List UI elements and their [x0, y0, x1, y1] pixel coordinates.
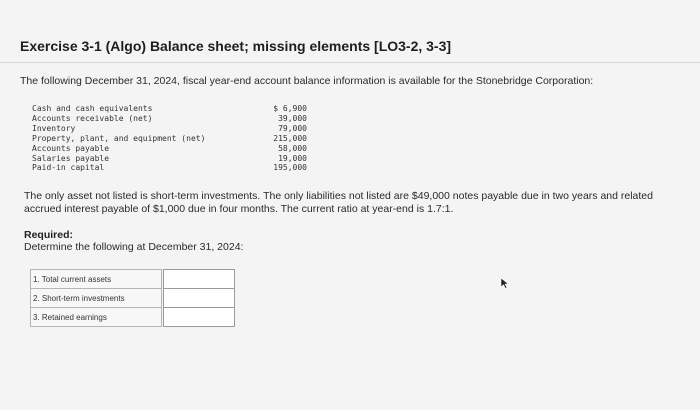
account-row	[32, 124, 307, 134]
answer-row	[31, 308, 235, 327]
account-name: Paid-in capital	[32, 163, 105, 173]
problem-paragraph: The only asset not listed is short-term investments. The only liabilities not listed are $49,000 notes payable due in two years and related accrued interest payable of $1,000 due in four months. The current ratio at year-end is 1.7:1.	[24, 190, 653, 215]
intro-text: The following December 31, 2024, fiscal year-end account balance information is available for the Stonebridge Corporation:	[20, 75, 594, 87]
answer-label-total-current-assets: 1. Total current assets	[31, 270, 162, 289]
account-name: Cash and cash equivalents	[32, 104, 153, 113]
answer-table	[30, 269, 235, 327]
account-name: Accounts receivable (net)	[32, 113, 153, 123]
answer-cell	[164, 308, 235, 327]
page-title: Exercise 3-1 (Algo) Balance sheet; missing elements [LO3-2, 3-3]	[20, 38, 452, 54]
answer-cell	[164, 270, 235, 289]
account-amount: 58,000	[278, 143, 307, 153]
account-amount: $ 6,900	[273, 104, 307, 113]
account-amount: 215,000	[273, 133, 307, 143]
account-row	[32, 163, 307, 173]
account-amount: 195,000	[273, 163, 307, 173]
required-text: Determine the following at December 31, 2024:	[24, 241, 244, 253]
short-term-investments-input[interactable]	[164, 294, 234, 306]
total-current-assets-input[interactable]	[164, 275, 234, 287]
answer-row	[31, 270, 235, 289]
retained-earnings-input[interactable]	[164, 313, 234, 325]
account-row	[32, 134, 307, 144]
account-balance-list	[32, 104, 307, 173]
answer-label-retained-earnings: 3. Retained earnings	[31, 308, 162, 327]
account-row	[32, 104, 307, 114]
account-amount: 39,000	[278, 113, 307, 123]
account-name: Property, plant, and equipment (net)	[32, 133, 206, 143]
title-divider	[0, 62, 700, 63]
required-label: Required:	[24, 229, 74, 241]
account-name: Salaries payable	[32, 153, 110, 163]
account-row	[32, 154, 307, 164]
account-name: Inventory	[32, 123, 76, 133]
account-name: Accounts payable	[32, 143, 110, 153]
mouse-pointer-icon	[500, 277, 510, 289]
account-row	[32, 114, 307, 124]
answer-cell	[164, 289, 235, 308]
answer-label-short-term-investments: 2. Short-term investments	[31, 289, 162, 308]
answer-row	[31, 289, 235, 308]
account-amount: 79,000	[278, 123, 307, 133]
account-row	[32, 144, 307, 154]
account-amount: 19,000	[278, 153, 307, 163]
